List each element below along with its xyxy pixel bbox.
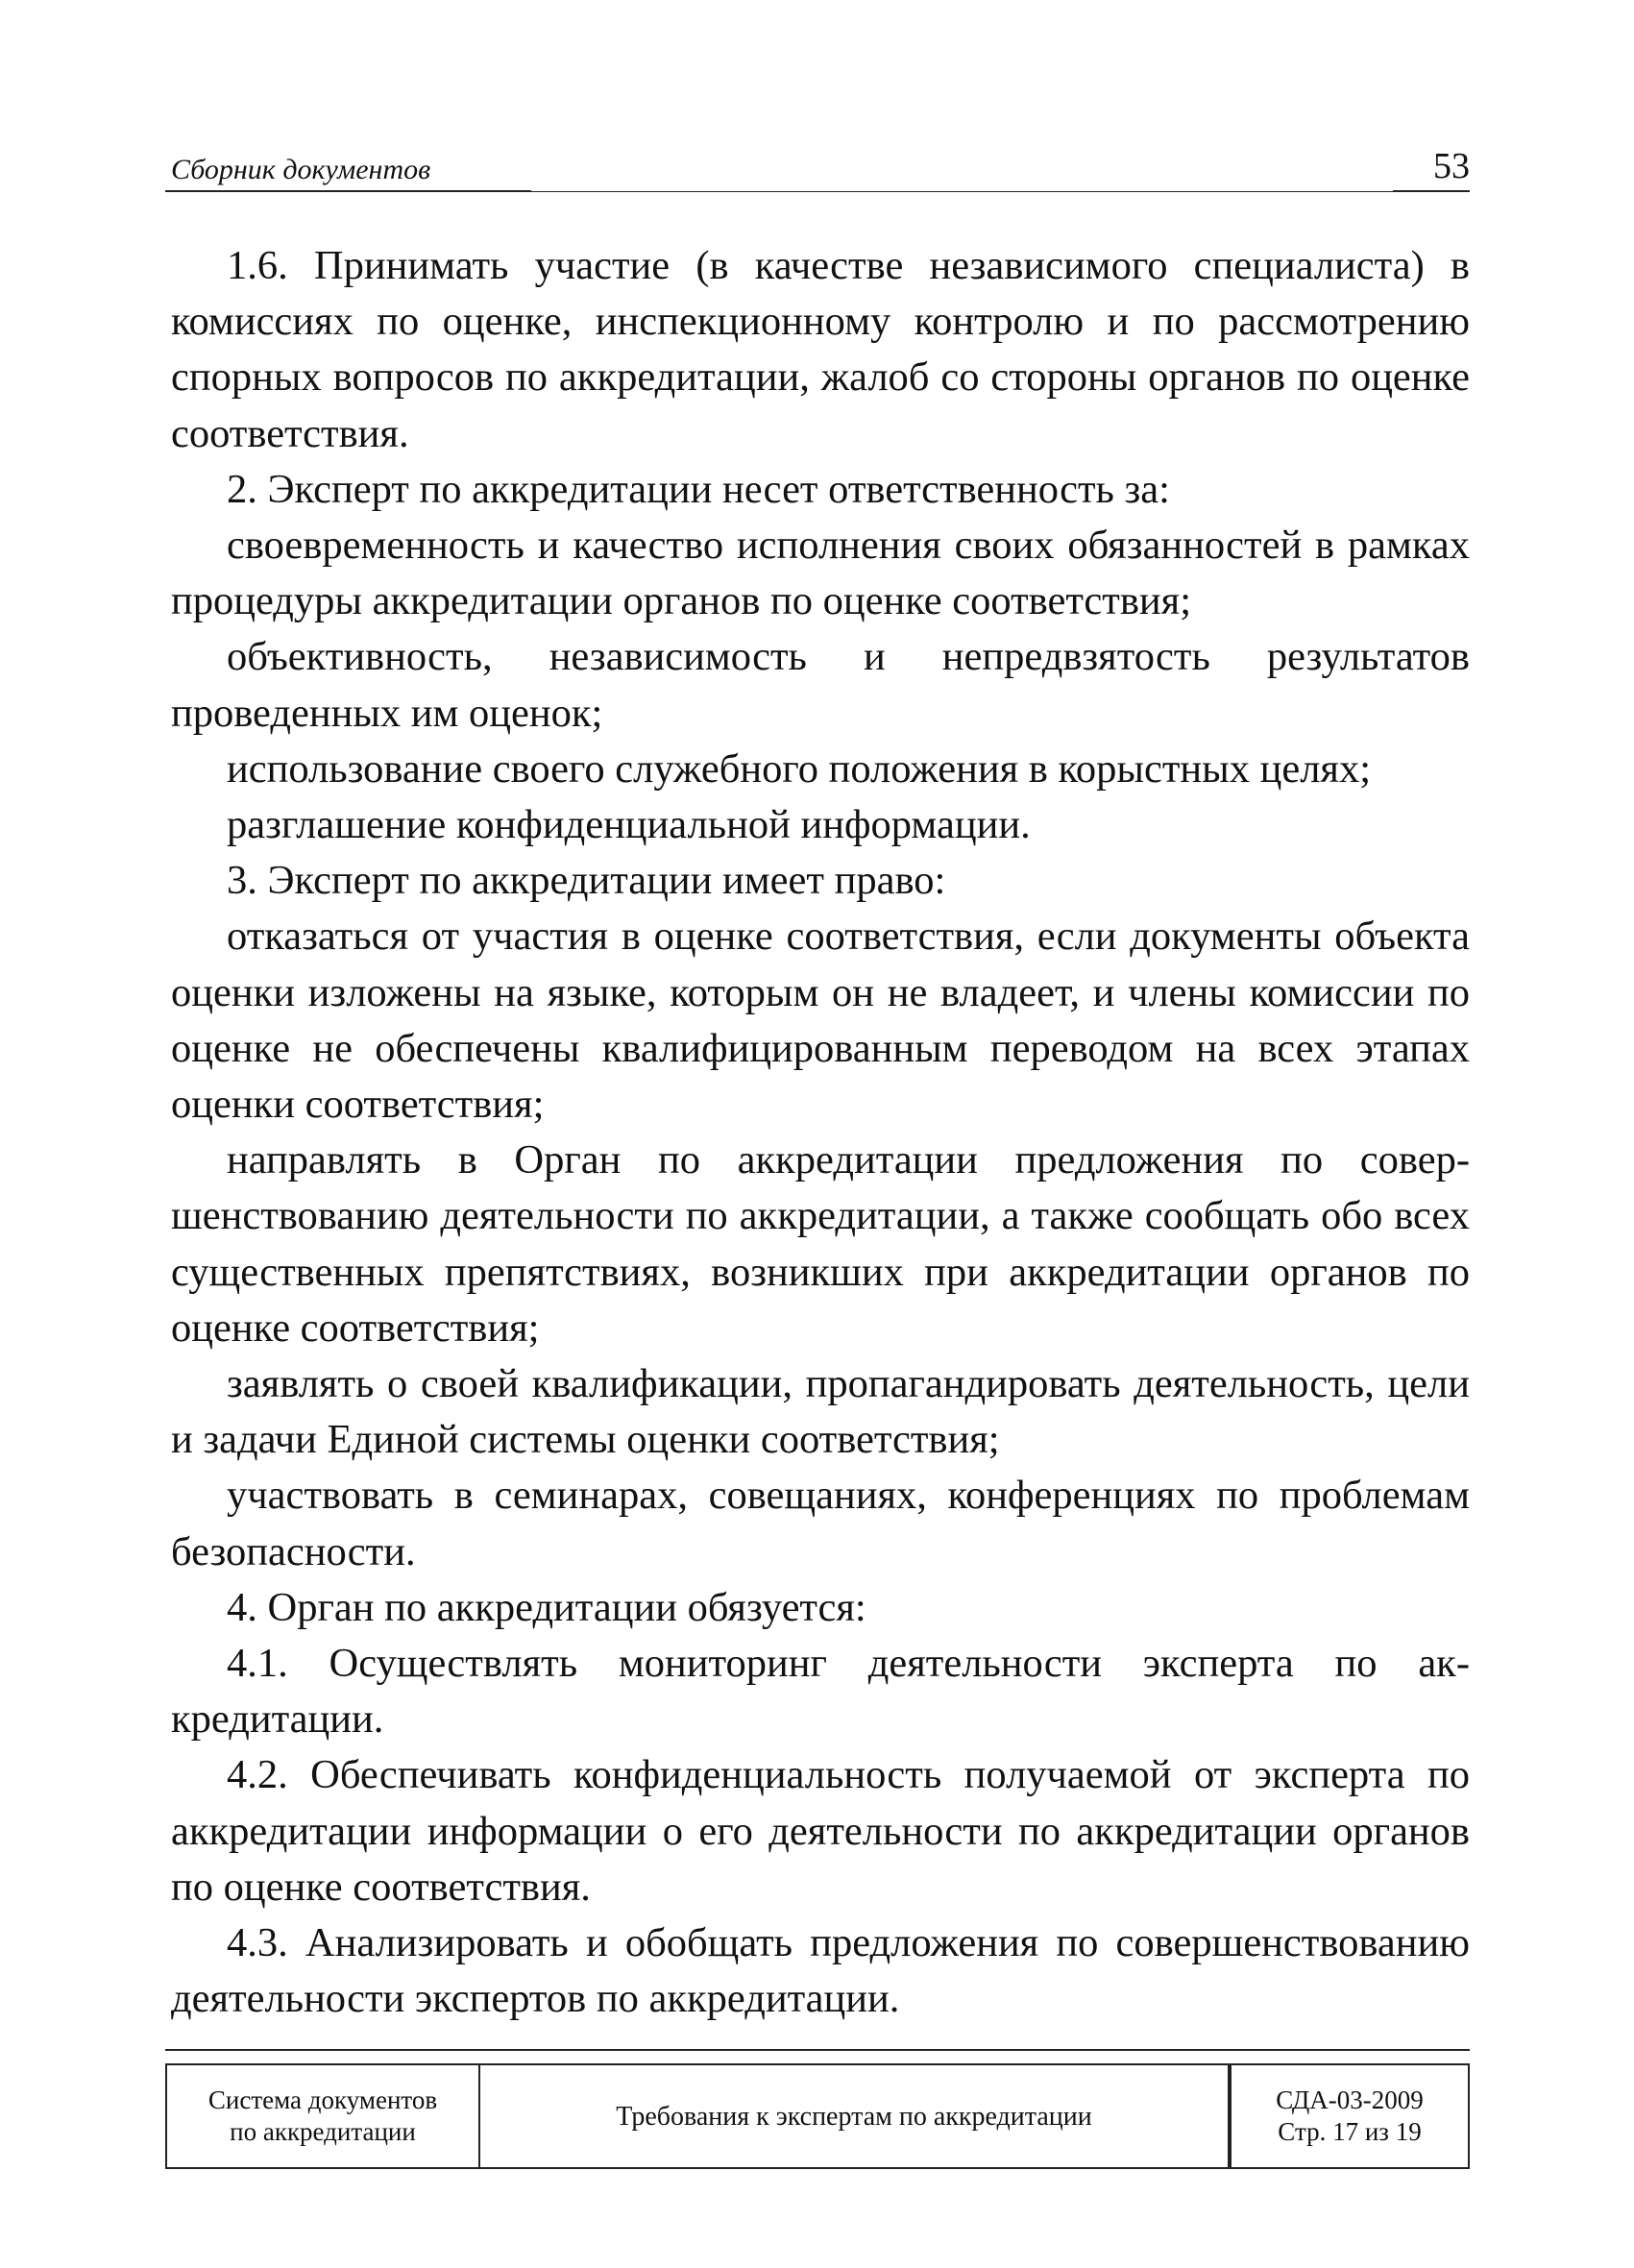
- page-number: 53: [1393, 142, 1470, 192]
- body-text: [171, 238, 1470, 2028]
- paragraph-4-1: 4.1. Осуществлять мониторинг деятельности эксперта по аккредитации.: [171, 1641, 1470, 1743]
- footer-doc-code: СДА-03-2009: [1276, 2085, 1424, 2114]
- paragraph-2: 2. Эксперт по аккредитации несет ответственность за:: [227, 466, 1170, 512]
- header-rule: [525, 191, 1393, 192]
- paragraph-2-item-4: разглашение конфиденциальной информации.: [227, 802, 1031, 848]
- paragraph-3: 3. Эксперт по аккредитации имеет право:: [227, 858, 946, 904]
- paragraph-3-item-3: заявлять о своей квалификации, пропагандировать деятельность, цели и задачи Единой системы оценки соответствия;: [171, 1361, 1470, 1463]
- paragraph-2-item-2: объективность, независимость и непредвзятость результатов проведенных им оценок;: [171, 634, 1470, 736]
- footer-table: [165, 2063, 1470, 2169]
- footer-system-line1: Система документов: [207, 2085, 438, 2114]
- paragraph-3-item-1: отказаться от участия в оценке соответствия, если документы объекта оценки изложены на языке, которым он не владеет, и члены комиссии по оценке не обеспечены квалифицированным переводом на всех этапах оценки соответствия;: [171, 914, 1470, 1128]
- paragraph-1-6: 1.6. Принимать участие (в качестве независимого специалиста) в комиссиях по оценке, инспекционному контролю и по рассмотрению спорных вопросов по аккредитации, жалоб со стороны органов по оценке соответствия.: [171, 243, 1470, 456]
- running-title: Сборник документов: [165, 150, 531, 192]
- paragraph-4-3: 4.3. Анализировать и обобщать предложения по совершенствованию деятельности экспертов по аккредитации.: [171, 1920, 1470, 2022]
- footer-system-cell: [166, 2064, 479, 2168]
- paragraph-2-item-1: своевременность и качество исполнения своих обязанностей в рамках процедуры аккредитации органов по оценке соответствия;: [171, 523, 1470, 624]
- paragraph-3-item-4: участвовать в семинарах, совещаниях, конференциях по проблемам безопасности.: [171, 1473, 1470, 1574]
- footer-page-ref: Стр. 17 из 19: [1278, 2117, 1422, 2146]
- footer-system-line2: по аккредитации: [230, 2117, 416, 2146]
- footer-rule: [165, 2049, 1470, 2051]
- page-header: [165, 144, 1470, 192]
- footer-document-title: Требования к экспертам по аккредитации: [479, 2064, 1230, 2168]
- paragraph-4-2: 4.2. Обеспечивать конфиденциальность получаемой от эксперта по аккредитации информации о его деятельности по аккредитации органов по оценке соответствия.: [171, 1752, 1470, 1910]
- paragraph-2-item-3: использование своего служебного положения в корыстных целях;: [227, 745, 1372, 792]
- paragraph-4: 4. Орган по аккредитации обязуется:: [227, 1584, 866, 1630]
- paragraph-3-item-2: направлять в Орган по аккредитации предложения по совершенствованию деятельности по аккредитации, а также сообщать обо всех существенных препятствиях, возникших при аккредитации органов по оценке соответствия;: [171, 1137, 1470, 1351]
- footer-code-cell: [1230, 2064, 1469, 2168]
